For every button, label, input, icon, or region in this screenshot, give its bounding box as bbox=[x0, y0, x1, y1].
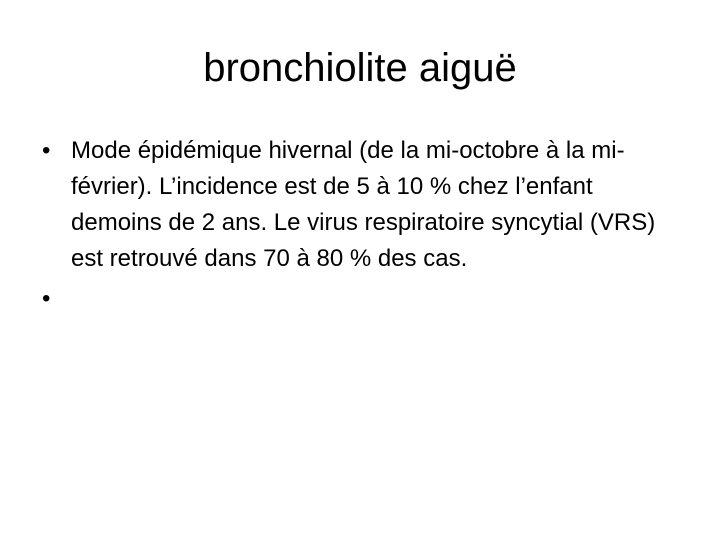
bullet-item bbox=[40, 133, 680, 277]
bullet-item bbox=[40, 281, 680, 317]
bullet-text: Mode épidémique hivernal (de la mi-octobre à la mi-février). L’incidence est de 5 à 10 % chez l’enfant demoins de 2 ans. Le virus respiratoire syncytial (VRS) est retrouvé dans 70 à 80 % des cas. bbox=[71, 137, 656, 272]
bullet-list bbox=[40, 133, 680, 321]
bullet-dot-icon: • bbox=[42, 137, 51, 164]
slide-title: bronchiolite aiguë bbox=[203, 46, 517, 90]
bullet-dot-icon: • bbox=[42, 285, 51, 312]
